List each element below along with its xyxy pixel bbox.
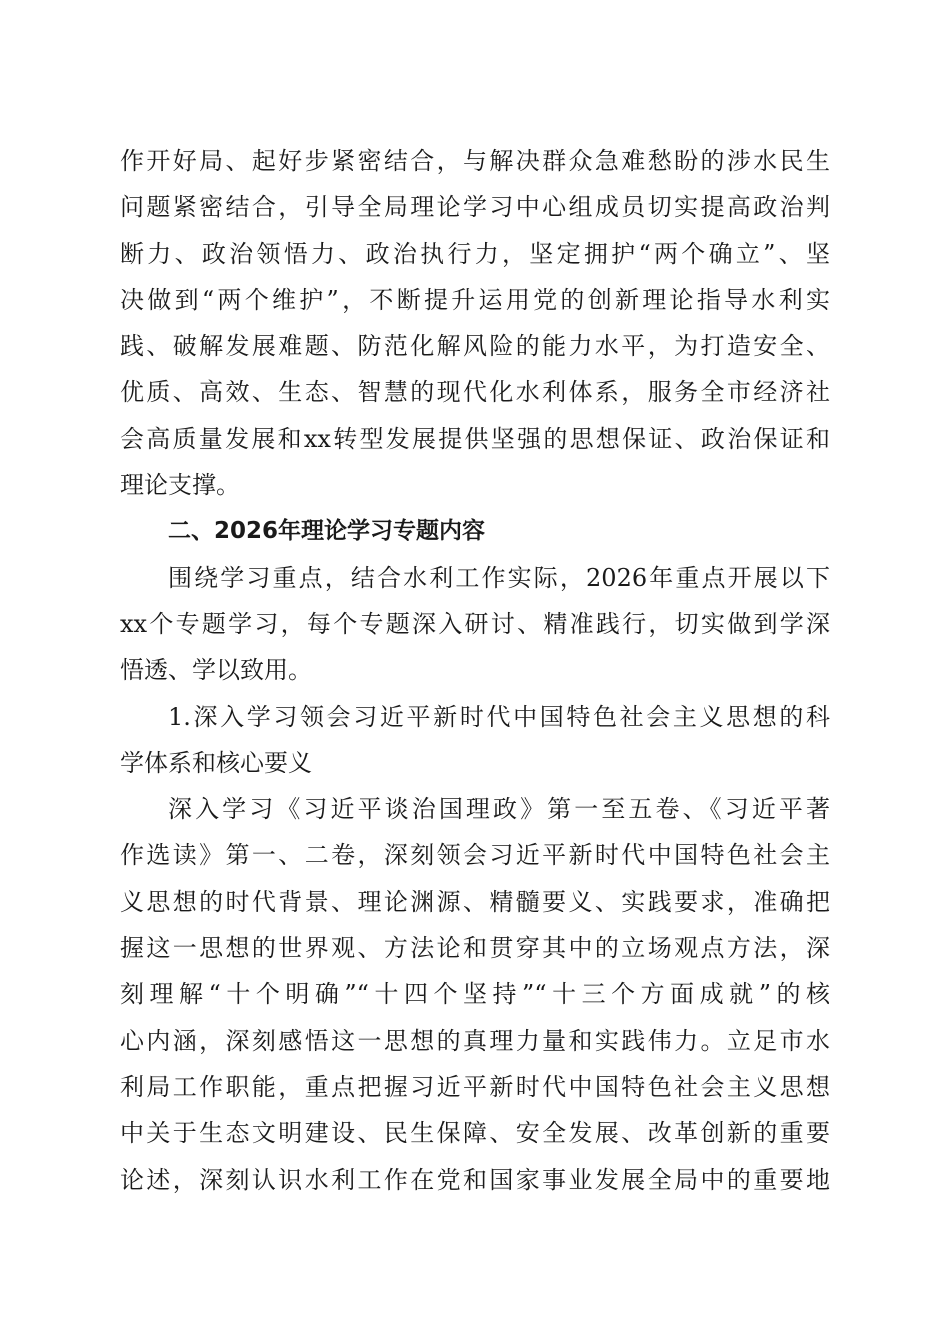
text-line: 问题紧密结合，引导全局理论学习中心组成员切实提高政治判 <box>120 193 830 222</box>
text-line: 悟透、学以致用。 <box>120 656 312 685</box>
text-line: 学体系和核心要义 <box>120 748 312 777</box>
document-body <box>120 138 830 1203</box>
text-line: 会高质量发展和xx转型发展提供坚强的思想保证、政治保证和 <box>120 424 830 453</box>
paragraph-goals <box>120 138 830 508</box>
text-line: 利局工作职能，重点把握习近平新时代中国特色社会主义思想 <box>120 1072 830 1101</box>
text-line: 义思想的时代背景、理论渊源、精髓要义、实践要求，准确把 <box>120 887 830 916</box>
text-line: 论述，深刻认识水利工作在党和国家事业发展全局中的重要地 <box>120 1165 830 1194</box>
paragraph-intro <box>120 555 830 694</box>
text-line: 1.深入学习领会习近平新时代中国特色社会主义思想的科 <box>168 702 830 731</box>
text-line: 握这一思想的世界观、方法论和贯穿其中的立场观点方法，深 <box>120 934 830 963</box>
text-line: 刻理解“十个明确”“十四个坚持”“十三个方面成就”的核 <box>120 980 830 1009</box>
text-line: 围绕学习重点，结合水利工作实际，2026年重点开展以下 <box>168 563 830 592</box>
text-line: 践、破解发展难题、防范化解风险的能力水平，为打造安全、 <box>120 332 830 361</box>
section-heading <box>120 508 830 554</box>
text-line: 深入学习《习近平谈治国理政》第一至五卷、《习近平著 <box>168 795 830 824</box>
text-line: xx个专题学习，每个专题深入研讨、精准践行，切实做到学深 <box>120 609 830 638</box>
text-line: 断力、政治领悟力、政治执行力，坚定拥护“两个确立”、坚 <box>120 239 830 268</box>
text-line: 作选读》第一、二卷，深刻领会习近平新时代中国特色社会主 <box>120 841 830 870</box>
topic-title <box>120 694 830 787</box>
text-line: 作开好局、起好步紧密结合，与解决群众急难愁盼的涉水民生 <box>120 147 830 175</box>
section-heading-text: 二、2026年理论学习专题内容 <box>168 518 486 545</box>
text-line: 决做到“两个维护”，不断提升运用党的创新理论指导水利实 <box>120 285 830 314</box>
text-line: 优质、高效、生态、智慧的现代化水利体系，服务全市经济社 <box>120 378 830 407</box>
text-line: 理论支撑。 <box>120 471 240 500</box>
text-line: 心内涵，深刻感悟这一思想的真理力量和实践伟力。立足市水 <box>120 1026 830 1055</box>
paragraph-topic-body <box>120 786 830 1203</box>
text-line: 中关于生态文明建设、民生保障、安全发展、改革创新的重要 <box>120 1119 830 1148</box>
